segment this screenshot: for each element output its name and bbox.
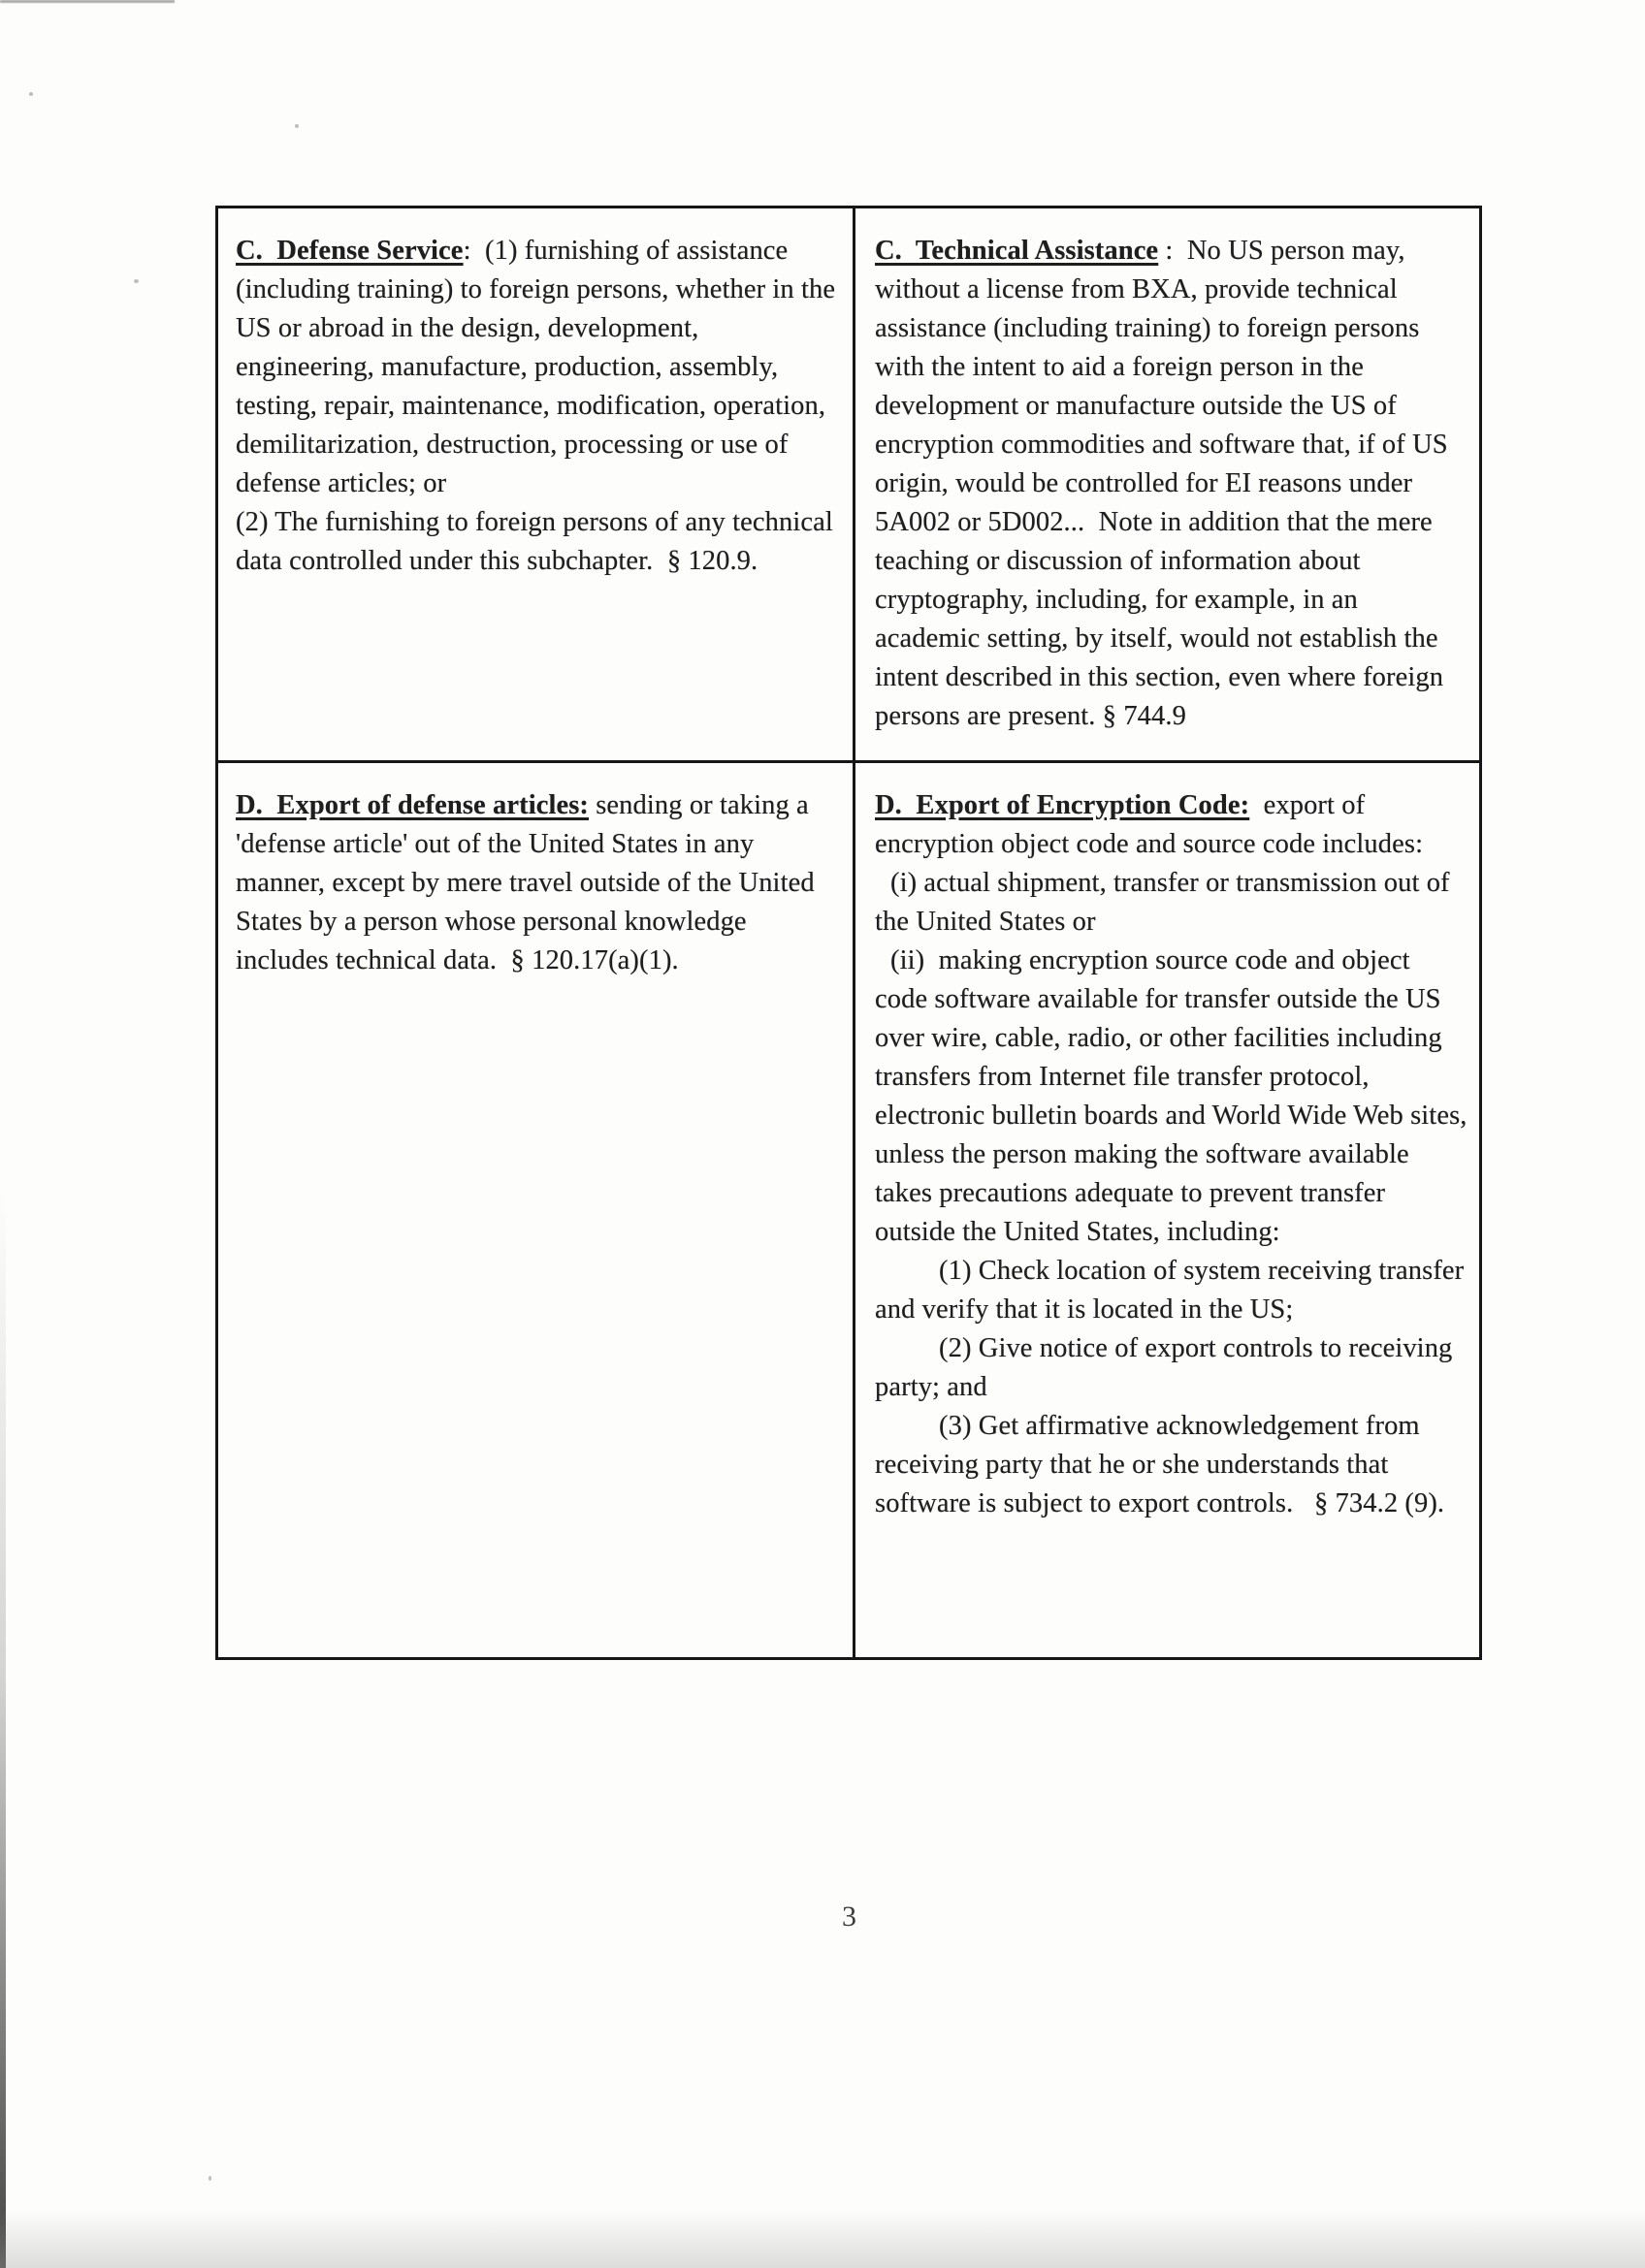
cell-paragraph: (2) The furnishing to foreign persons of any technical data controlled under this subchapter. § 120.9. [236,507,841,576]
cell-defense-service [218,208,855,763]
scan-speck [29,92,33,96]
cell-paragraph: (ii) making encryption source code and object code software available for transfer outside the US over wire, cable, radio, or other facilities including transfers from Internet file transfer protocol, electronic bulletin boards and World Wide Web sites, unless the person making the software available takes precautions adequate to prevent transfer outside the United States, including: [875,945,1474,1247]
cell-export-defense-articles [218,763,855,1657]
cell-export-encryption-code [855,763,1479,1657]
cell-lead-paragraph [236,786,837,980]
cell-lead-text: : No US person may, without a license from BXA, provide technical assistance (including training) to foreign persons with the intent to aid a foreign person in the development or manufacture outside the US of encryption commodities and software that, if of US origin, would be controlled for EI reasons under 5A002 or 5D002... Note in addition that the mere teaching or discussion of information about cryptography, including, for example, in an academic setting, by itself, would not establish the intent described in this section, even where foreign persons are present. § 744.9 [875,236,1455,731]
cell-technical-assistance [855,208,1479,763]
page-number: 3 [842,1901,856,1933]
scan-speck [134,279,139,283]
scan-smudge-top-edge [0,0,175,3]
scan-speck [295,124,299,128]
cell-paragraph: (1) Check location of system receiving transfer and verify that it is located in the US; [875,1256,1471,1325]
scan-shadow-left-edge [0,1193,6,2268]
cell-lead-paragraph [875,786,1468,864]
cell-paragraph: (i) actual shipment, transfer or transmission out of the United States or [875,868,1457,937]
scan-speck [209,2176,211,2181]
scan-shadow-bottom-band [0,2210,1645,2268]
cell-lead-text: : (1) furnishing of assistance (including training) to foreign persons, whether in the US or abroad in the design, development, engineering, manufacture, production, assembly, testing, repair, maintenance, modification, operation, demilitarization, destruction, processing or use of defense articles; or [236,236,843,498]
cell-lead-text: export of encryption object code and source code includes: [875,790,1424,859]
cell-heading: C. Defense Service [236,236,464,266]
cell-lead-paragraph [875,232,1468,736]
cell-heading: D. Export of defense articles: [236,790,590,820]
cell-heading: C. Technical Assistance [875,236,1159,266]
cell-lead-text: sending or taking a 'defense article' out of the United States in any manner, except by mere travel outside of the United States by a person whose personal knowledge includes technical data. § 120.17(a)(1). [236,790,822,975]
cell-paragraph: (3) Get affirmative acknowledgement from receiving party that he or she understands that software is subject to export controls. § 734.2 (9). [875,1411,1445,1518]
cell-lead-paragraph [236,232,843,503]
cell-paragraph: (2) Give notice of export controls to receiving party; and [875,1333,1460,1402]
definitions-table [215,206,1482,1660]
cell-heading: D. Export of Encryption Code: [875,790,1250,820]
